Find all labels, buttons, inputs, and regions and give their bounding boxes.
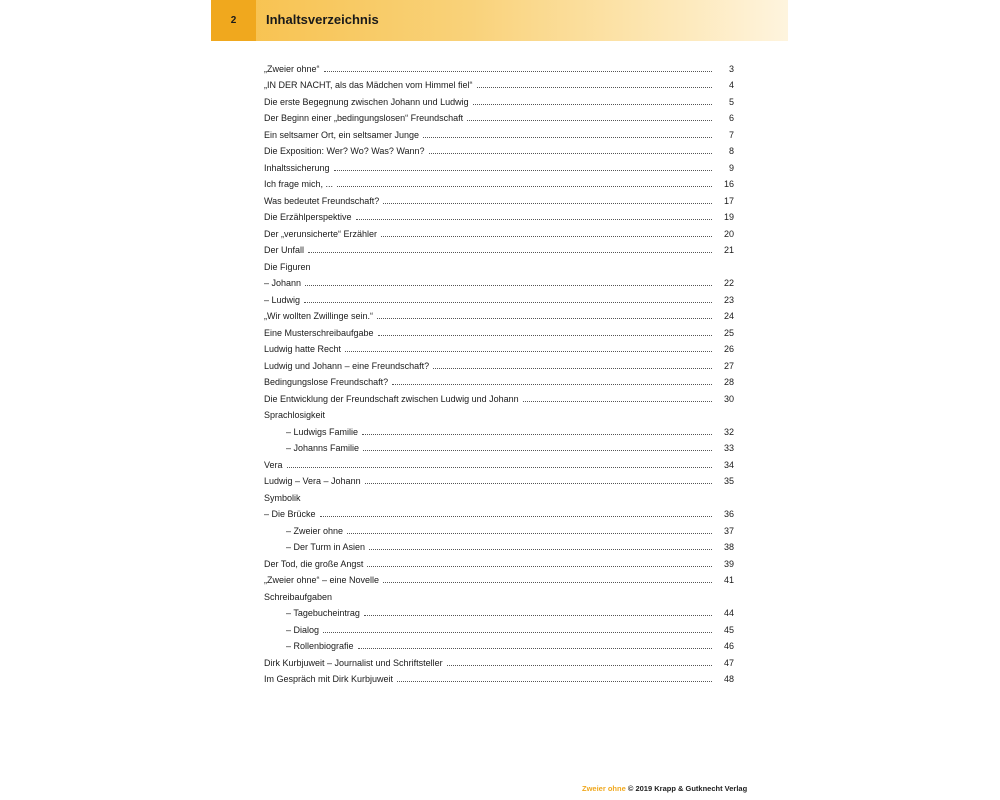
toc-entry-label: Ludwig – Vera – Johann xyxy=(264,476,361,486)
page-title: Inhaltsverzeichnis xyxy=(266,12,379,27)
toc-entry-page: 36 xyxy=(723,509,734,519)
toc-entry-label: Ich frage mich, ... xyxy=(264,179,334,189)
toc-entry xyxy=(264,669,734,686)
toc-entry-page: 6 xyxy=(728,113,734,123)
toc-entry xyxy=(264,570,734,587)
toc-entry-label: Ludwig hatte Recht xyxy=(264,344,342,354)
toc-entry-label: Der Unfall xyxy=(264,245,305,255)
toc-dot-leader xyxy=(477,87,712,88)
toc-entry-label: Der „verunsicherte“ Erzähler xyxy=(264,228,378,239)
toc-entry xyxy=(264,454,734,471)
toc-entry-page: 28 xyxy=(723,377,734,387)
toc-entry-label: – Tagebucheintrag xyxy=(286,608,360,618)
toc-dot-leader xyxy=(305,285,712,286)
toc-entry-page: 25 xyxy=(723,327,734,338)
toc-entry-page: 22 xyxy=(723,278,734,288)
toc-dot-leader xyxy=(364,615,712,616)
toc-entry-page: 37 xyxy=(723,525,734,536)
toc-entry xyxy=(264,207,734,224)
toc-dot-leader xyxy=(304,302,712,303)
toc-dot-leader xyxy=(337,186,712,187)
toc-entry-page: 23 xyxy=(723,294,734,305)
toc-entry-label: Die erste Begegnung zwischen Johann und Ludwig xyxy=(264,96,469,107)
toc-entry xyxy=(264,306,734,323)
toc-entry-label: Die Erzählperspektive xyxy=(264,212,352,222)
toc-entry xyxy=(264,372,734,389)
toc-entry-page: 44 xyxy=(723,608,734,618)
toc-entry-page: 20 xyxy=(723,228,734,239)
toc-entry xyxy=(264,256,734,273)
toc-entry xyxy=(264,141,734,158)
toc-entry xyxy=(264,553,734,570)
toc-dot-leader xyxy=(369,549,712,550)
toc-entry-page: 3 xyxy=(728,63,734,74)
toc-dot-leader xyxy=(367,566,712,567)
toc-dot-leader xyxy=(362,434,712,435)
toc-dot-leader xyxy=(334,170,712,171)
toc-entry xyxy=(264,223,734,240)
toc-entry-label: Der Beginn einer „bedingungslosen“ Freundschaft xyxy=(264,113,464,123)
toc-entry-label: Die Entwicklung der Freundschaft zwischen Ludwig und Johann xyxy=(264,393,519,404)
toc-dot-leader xyxy=(473,104,712,105)
toc-entry-label: – Der Turm in Asien xyxy=(286,542,366,552)
toc-entry xyxy=(264,652,734,669)
toc-dot-leader xyxy=(347,533,712,534)
page-number: 2 xyxy=(211,0,256,41)
page-header xyxy=(211,0,788,41)
toc-dot-leader xyxy=(381,236,712,237)
toc-entry xyxy=(264,108,734,125)
toc-entry-label: „Zweier ohne“ xyxy=(264,63,320,74)
toc-dot-leader xyxy=(377,318,712,319)
toc-entry xyxy=(264,487,734,504)
toc-entry-label: – Dialog xyxy=(286,624,320,635)
toc-dot-leader xyxy=(358,648,712,649)
toc-entry xyxy=(264,190,734,207)
toc-entry xyxy=(264,75,734,92)
toc-entry-label: Bedingungslose Freundschaft? xyxy=(264,377,389,387)
toc-entry-label: Sprachlosigkeit xyxy=(264,410,326,420)
toc-dot-leader xyxy=(363,450,712,451)
toc-entry xyxy=(264,619,734,636)
toc-entry xyxy=(264,124,734,141)
toc-entry-page: 17 xyxy=(723,195,734,206)
toc-entry-label: – Ludwigs Familie xyxy=(286,426,359,437)
toc-entry-page: 5 xyxy=(728,96,734,107)
toc-entry-page: 26 xyxy=(723,344,734,354)
toc-dot-leader xyxy=(523,401,712,402)
toc-dot-leader xyxy=(383,582,712,583)
toc-entry-page: 38 xyxy=(723,542,734,552)
toc-entry xyxy=(264,520,734,537)
toc-entry xyxy=(264,471,734,488)
toc-entry-page: 19 xyxy=(723,212,734,222)
toc-entry-label: Ludwig und Johann – eine Freundschaft? xyxy=(264,360,430,371)
toc-entry-label: Symbolik xyxy=(264,492,301,503)
toc-entry-label: Vera xyxy=(264,459,283,470)
toc-entry-page: 7 xyxy=(728,129,734,140)
toc-dot-leader xyxy=(383,203,712,204)
toc-entry-label: Die Figuren xyxy=(264,261,311,272)
toc-entry-page: 33 xyxy=(723,443,734,453)
toc-entry xyxy=(264,339,734,356)
toc-entry xyxy=(264,322,734,339)
footer-brand: Zweier ohne xyxy=(582,784,626,793)
toc-dot-leader xyxy=(378,335,712,336)
toc-entry xyxy=(264,586,734,603)
toc-entry-page: 45 xyxy=(723,624,734,635)
toc-dot-leader xyxy=(429,153,712,154)
toc-entry xyxy=(264,388,734,405)
toc-dot-leader xyxy=(423,137,712,138)
toc-entry xyxy=(264,91,734,108)
toc-entry-label: – Rollenbiografie xyxy=(286,641,354,651)
toc-dot-leader xyxy=(467,120,712,121)
toc-dot-leader xyxy=(433,368,712,369)
toc-dot-leader xyxy=(287,467,712,468)
footer-copyright: © 2019 Krapp & Gutknecht Verlag xyxy=(627,784,748,793)
toc-dot-leader xyxy=(447,665,712,666)
toc-entry-label: Im Gespräch mit Dirk Kurbjuweit xyxy=(264,674,394,684)
toc-entry xyxy=(264,240,734,257)
toc-entry-page: 48 xyxy=(723,674,734,684)
toc-entry xyxy=(264,636,734,653)
toc-entry-page: 16 xyxy=(723,179,734,189)
toc-entry-page: 34 xyxy=(723,459,734,470)
toc-entry-page: 24 xyxy=(723,311,734,321)
toc-entry xyxy=(264,537,734,554)
toc-entry-label: Schreibaufgaben xyxy=(264,591,333,602)
footer xyxy=(582,784,747,793)
toc-entry-label: – Johanns Familie xyxy=(286,443,360,453)
toc-entry-label: Inhaltssicherung xyxy=(264,162,330,173)
toc-dot-leader xyxy=(324,71,712,72)
toc-entry-label: Die Exposition: Wer? Wo? Was? Wann? xyxy=(264,146,425,156)
toc-entry-page: 30 xyxy=(723,393,734,404)
table-of-contents xyxy=(264,58,734,685)
toc-entry-label: Dirk Kurbjuweit – Journalist und Schriftsteller xyxy=(264,657,443,668)
toc-entry xyxy=(264,603,734,620)
toc-entry xyxy=(264,421,734,438)
toc-dot-leader xyxy=(323,632,712,633)
toc-entry-page: 35 xyxy=(723,476,734,486)
toc-entry-page: 27 xyxy=(723,360,734,371)
toc-dot-leader xyxy=(392,384,712,385)
toc-entry-label: Ein seltsamer Ort, ein seltsamer Junge xyxy=(264,129,420,140)
toc-entry-label: „Zweier ohne“ – eine Novelle xyxy=(264,575,380,585)
toc-entry-label: – Die Brücke xyxy=(264,509,316,519)
toc-dot-leader xyxy=(308,252,712,253)
toc-entry xyxy=(264,273,734,290)
toc-dot-leader xyxy=(345,351,712,352)
toc-entry-label: „Wir wollten Zwillinge sein.“ xyxy=(264,311,374,321)
toc-dot-leader xyxy=(356,219,712,220)
toc-entry xyxy=(264,174,734,191)
toc-entry xyxy=(264,405,734,422)
toc-entry-page: 41 xyxy=(723,575,734,585)
toc-entry-page: 46 xyxy=(723,641,734,651)
toc-entry-label: – Johann xyxy=(264,278,302,288)
toc-entry xyxy=(264,157,734,174)
toc-entry-label: – Ludwig xyxy=(264,294,301,305)
toc-entry-page: 9 xyxy=(728,162,734,173)
toc-entry-label: – Zweier ohne xyxy=(286,525,344,536)
toc-entry-page: 47 xyxy=(723,657,734,668)
toc-entry-label: Was bedeutet Freundschaft? xyxy=(264,195,380,206)
toc-entry-page: 21 xyxy=(723,245,734,255)
toc-entry xyxy=(264,289,734,306)
toc-entry xyxy=(264,58,734,75)
toc-entry-label: Der Tod, die große Angst xyxy=(264,558,364,569)
toc-entry-page: 32 xyxy=(723,426,734,437)
toc-entry xyxy=(264,438,734,455)
toc-entry-label: Eine Musterschreibaufgabe xyxy=(264,327,374,338)
toc-entry xyxy=(264,504,734,521)
toc-entry-page: 39 xyxy=(723,558,734,569)
toc-entry-page: 4 xyxy=(728,80,734,90)
toc-dot-leader xyxy=(397,681,712,682)
toc-dot-leader xyxy=(320,516,712,517)
toc-entry-page: 8 xyxy=(728,146,734,156)
toc-dot-leader xyxy=(365,483,712,484)
toc-entry xyxy=(264,355,734,372)
toc-entry-label: „IN DER NACHT, als das Mädchen vom Himmel fiel“ xyxy=(264,80,473,90)
